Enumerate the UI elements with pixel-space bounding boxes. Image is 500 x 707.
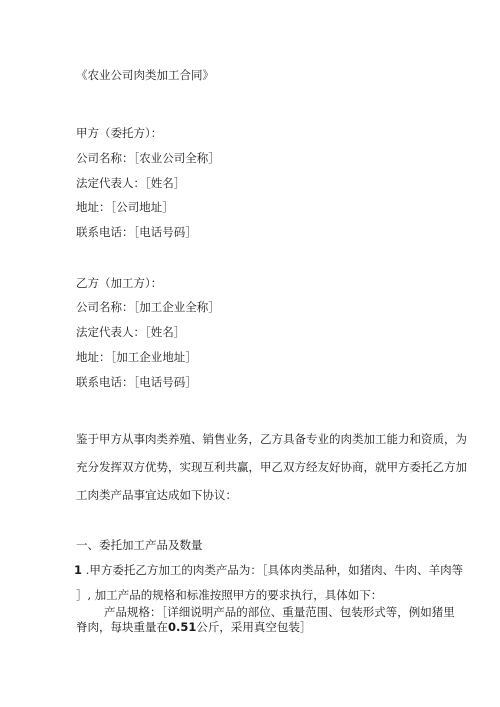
preamble-line-3: 工肉类产品事宜达成如下协议： <box>76 488 237 502</box>
document-title: 《农业公司肉类加工合同》 <box>76 68 214 82</box>
party-b-representative: 法定代表人：［姓名］ <box>76 325 186 339</box>
party-b-phone: 联系电话：［电话号码］ <box>76 375 197 389</box>
party-a-phone: 联系电话：［电话号码］ <box>76 225 197 239</box>
item-1-line-2: ］, 加工产品的规格和标准按照甲方的要求执行，具体如下： <box>76 588 383 602</box>
party-a-company: 公司名称：［农业公司全称］ <box>76 151 220 165</box>
spec-line-2-pre: 脊肉，每块重量在 <box>76 620 168 634</box>
spec-line-2-post: 公斤，采用真空包装］ <box>196 620 312 634</box>
party-b-address: 地址：［加工企业地址］ <box>76 350 197 364</box>
spec-line-2 <box>76 620 311 634</box>
spec-weight-number: 0.51 <box>168 620 197 634</box>
item-1-line-1 <box>74 563 463 577</box>
preamble-line-1: 鉴于甲方从事肉类养殖、销售业务，乙方具备专业的肉类加工能力和资质，为 <box>76 432 467 446</box>
party-b-heading: 乙方（加工方）： <box>76 276 163 290</box>
item-1-number: 1 <box>74 563 83 577</box>
item-1-text: .甲方委托乙方加工的肉类产品为：［具体肉类品种，如猪肉、牛肉、羊肉等 <box>82 563 464 577</box>
party-a-representative: 法定代表人：［姓名］ <box>76 176 186 190</box>
party-a-address: 地址：［公司地址］ <box>76 200 174 214</box>
section-1-heading: 一、委托加工产品及数量 <box>76 538 203 552</box>
party-a-heading: 甲方（委托方）： <box>76 126 163 140</box>
party-b-company: 公司名称：［加工企业全称］ <box>76 300 220 314</box>
spec-line-1: 产品规格：［详细说明产品的部位、重量范围、包装形式等，例如猪里 <box>104 605 455 619</box>
preamble-line-2: 充分发挥双方优势，实现互利共赢，甲乙双方经友好协商，就甲方委托乙方加 <box>76 460 467 474</box>
